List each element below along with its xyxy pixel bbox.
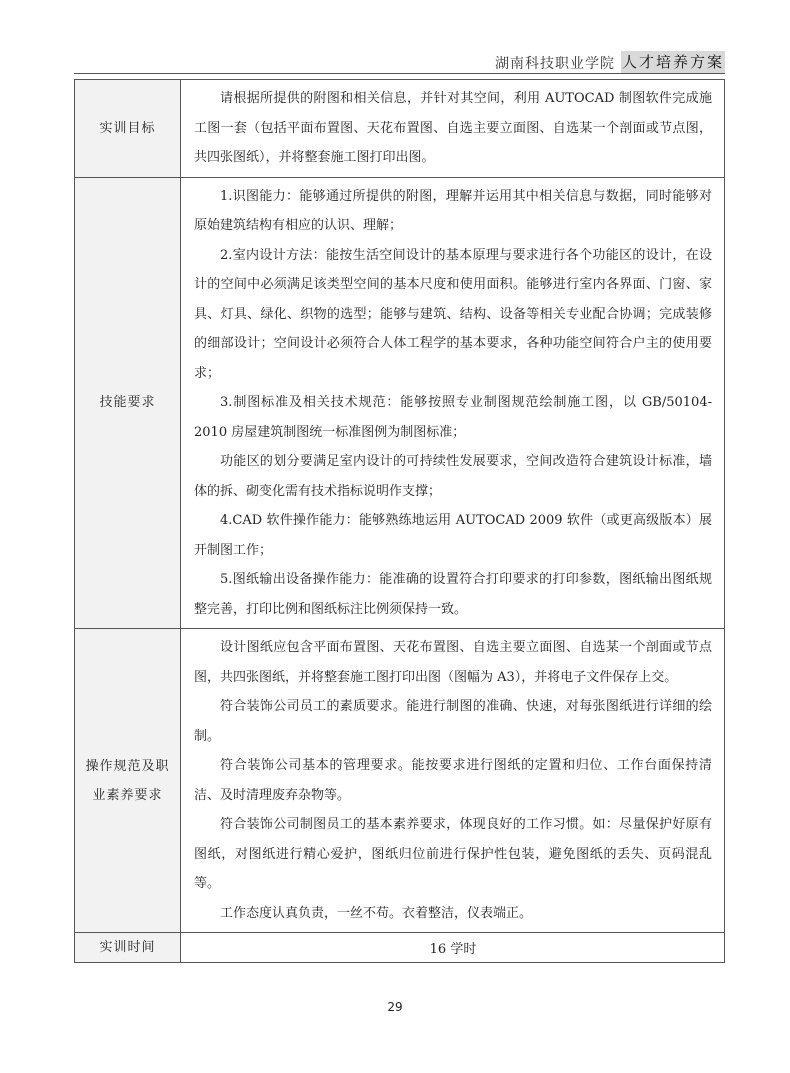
content-paragraph: 4.CAD 软件操作能力：能够熟练地运用 AUTOCAD 2009 软件（或更高级版本）展开制图工作； [194, 513, 712, 558]
training-hours-value: 16 学时 [181, 933, 725, 963]
row-content [181, 177, 725, 629]
table-row-skill-requirements [75, 177, 725, 629]
row-content [181, 629, 725, 933]
content-paragraph: 2.室内设计方法：能按生活空间设计的基本原理与要求进行各个功能区的设计，在设计的空间中必须满足该类型空间的基本尺度和使用面积。能够进行室内各界面、门窗、家具、灯具、绿化、织物的选型；能够与建筑、结构、设备等相关专业配合协调；完成装修的细部设计；空间设计必须符合人体工程学的基本要求，各种功能空间符合户主的使用要求； [194, 247, 712, 381]
page-number: 29 [387, 1000, 403, 1014]
content-paragraph: 请根据所提供的附图和相关信息，并针对其空间，利用 AUTOCAD 制图软件完成施工图一套（包括平面布置图、天花布置图、自选主要立面图、自选某一个剖面或节点图，共四张图纸），并将整套施工图打印出图。 [194, 91, 712, 165]
content-paragraph: 符合装饰公司员工的素质要求。能进行制图的准确、快速，对每张图纸进行详细的绘制。 [194, 699, 712, 744]
content-paragraph: 符合装饰公司制图员工的基本素养要求，体现良好的工作习惯。如：尽量保护好原有图纸，对图纸进行精心爱护，图纸归位前进行保护性包装，避免图纸的丢失、页码混乱等。 [194, 817, 712, 891]
table-row-training-goal [75, 80, 725, 178]
row-label: 实训目标 [75, 80, 181, 178]
table-row-operation-standards [75, 629, 725, 933]
header-rule [74, 73, 725, 74]
content-paragraph: 设计图纸应包含平面布置图、天花布置图、自选主要立面图、自选某一个剖面或节点图，共四张图纸，并将整套施工图打印出图（图幅为 A3），并将电子文件保存上交。 [194, 640, 712, 685]
header-document-tag: 人才培养方案 [621, 53, 724, 71]
training-plan-table [74, 79, 725, 963]
table-row-training-time [75, 933, 725, 963]
row-label: 实训时间 [75, 933, 181, 963]
content-paragraph: 工作态度认真负责，一丝不苟。衣着整洁，仪表端正。 [220, 905, 533, 921]
row-label: 技能要求 [75, 177, 181, 629]
row-label: 操作规范及职业素养要求 [75, 629, 181, 933]
content-paragraph: 3.制图标准及相关技术规范：能够按照专业制图规范绘制施工图，以 GB/50104-2010 房屋建筑制图统一标准图例为制图标准； [194, 395, 712, 440]
content-paragraph: 5.图纸输出设备操作能力：能准确的设置符合打印要求的打印参数，图纸输出图纸规整完善，打印比例和图纸标注比例须保持一致。 [194, 572, 712, 617]
content-paragraph: 1.识图能力：能够通过所提供的附图，理解并运用其中相关信息与数据，同时能够对原始建筑结构有相应的认识、理解； [194, 188, 712, 233]
row-content [181, 80, 725, 178]
page-header [74, 50, 725, 74]
header-school-name: 湖南科技职业学院 [495, 56, 615, 72]
content-paragraph: 功能区的划分要满足室内设计的可持续性发展要求，空间改造符合建筑设计标准，墙体的拆、砌变化需有技术指标说明作支撑； [194, 454, 712, 499]
content-paragraph: 符合装饰公司基本的管理要求。能按要求进行图纸的定置和归位、工作台面保持清洁、及时清理废弃杂物等。 [194, 758, 712, 803]
